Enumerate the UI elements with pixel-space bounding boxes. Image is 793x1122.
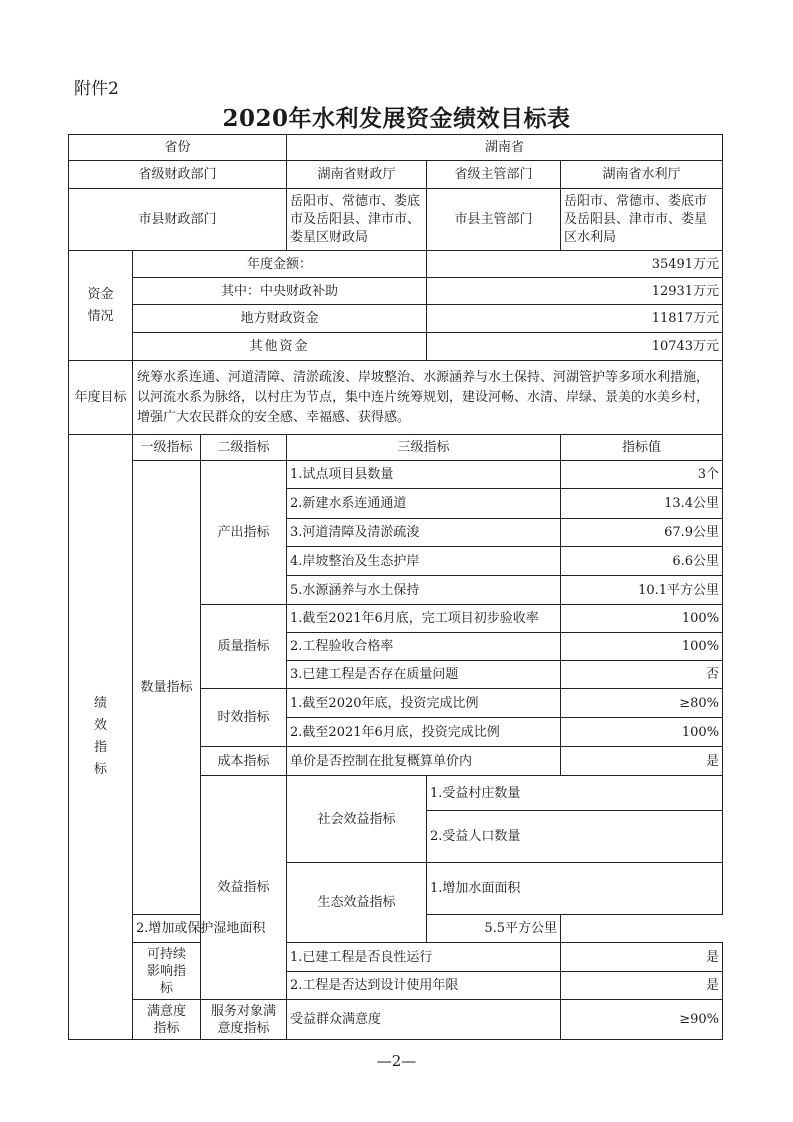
table-row [69, 461, 723, 489]
indicator-name: 1.增加水面面积 [427, 863, 723, 915]
quantity-indicator-label: 数量指标 [133, 461, 201, 915]
page-number: —2— [376, 1052, 417, 1070]
annual-goal-label: 年度目标 [69, 361, 133, 435]
county-dept-label: 市县主管部门 [427, 189, 561, 251]
timeliness-indicator-label: 时效指标 [201, 689, 287, 747]
indicator-value: 100% [561, 718, 723, 747]
indicator-name: 2.增加或保护湿地面积 [133, 915, 287, 943]
indicator-value: 13.4公里 [561, 489, 723, 519]
table-row [69, 251, 723, 278]
prov-finance-label: 省级财政部门 [69, 161, 287, 189]
funds-row-value: 10743万元 [427, 333, 723, 361]
province-label: 省份 [69, 135, 287, 161]
county-finance-label: 市县财政部门 [69, 189, 287, 251]
header-level2: 二级指标 [201, 435, 287, 461]
performance-target-table [68, 134, 723, 1040]
indicator-value: ≥90% [561, 1000, 723, 1040]
cost-indicator-label: 成本指标 [201, 747, 287, 776]
indicator-name: 2.工程验收合格率 [287, 633, 561, 661]
indicator-name: 1.试点项目县数量 [287, 461, 561, 489]
indicator-value: 10.1平方公里 [561, 576, 723, 605]
service-satisfaction-label: 服务对象满意度指标 [201, 1000, 287, 1040]
indicator-name: 单价是否控制在批复概算单价内 [287, 747, 561, 776]
indicator-name: 2.新建水系连通通道 [287, 489, 561, 519]
annual-goal-text: 统筹水系连通、河道清障、清淤疏浚、岸坡整治、水源涵养与水土保持、河湖管护等多项水利措施，以河流水系为脉络，以村庄为节点，集中连片统筹规划，建设河畅、水清、岸绿、景美的水美乡村，增强广大农民群众的安全感、幸福感、获得感。 [133, 361, 723, 435]
prov-dept-label: 省级主管部门 [427, 161, 561, 189]
indicator-name: 3.河道清障及清淤疏浚 [287, 519, 561, 547]
indicator-value: 3个 [561, 461, 723, 489]
indicator-name: 1.受益村庄数量 [427, 776, 723, 811]
benefit-indicator-label: 效益指标 [201, 776, 287, 1000]
indicator-value: 100% [561, 605, 723, 633]
funds-row-label: 年度金额： [133, 251, 427, 278]
prov-dept-value: 湖南省水利厅 [561, 161, 723, 189]
page-title: 2020年水利发展资金绩效目标表 [222, 105, 571, 132]
funds-row-label: 其中：中央财政补助 [133, 278, 427, 305]
table-row [69, 278, 723, 305]
indicator-value: 否 [561, 661, 723, 689]
indicator-value: 是 [561, 972, 723, 1000]
indicator-value: 是 [561, 747, 723, 776]
indicator-name: 4.岸坡整治及生态护岸 [287, 547, 561, 576]
indicator-name: 5.水源涵养与水土保持 [287, 576, 561, 605]
ecological-benefit-label: 生态效益指标 [287, 863, 427, 943]
funds-row-label: 其他资金 [133, 333, 427, 361]
indicator-value: 67.9公里 [561, 519, 723, 547]
indicator-name: 2.工程是否达到设计使用年限 [287, 972, 561, 1000]
indicator-value: 5.5平方公里 [427, 915, 561, 943]
indicator-name: 受益群众满意度 [287, 1000, 561, 1040]
funds-row-value: 11817万元 [427, 305, 723, 333]
table-row [69, 135, 723, 161]
table-row [69, 189, 723, 251]
funds-row-value: 35491万元 [427, 251, 723, 278]
indicator-name: 1.已建工程是否良性运行 [287, 943, 561, 972]
county-finance-value: 岳阳市、常德市、娄底市及岳阳县、津市市、娄星区财政局 [287, 189, 427, 251]
indicator-name: 2.受益人口数量 [427, 811, 723, 863]
output-indicator-label: 产出指标 [201, 461, 287, 605]
header-level3: 三级指标 [287, 435, 561, 461]
header-level1: 一级指标 [133, 435, 201, 461]
table-row [69, 333, 723, 361]
header-value: 指标值 [561, 435, 723, 461]
indicator-name: 1.截至2020年底，投资完成比例 [287, 689, 561, 718]
performance-label: 绩效指标 [69, 435, 133, 1040]
funds-row-value: 12931万元 [427, 278, 723, 305]
funds-row-label: 地方财政资金 [133, 305, 427, 333]
table-row [69, 943, 723, 972]
table-row [69, 1000, 723, 1040]
social-benefit-label: 社会效益指标 [287, 776, 427, 863]
indicator-name: 2.截至2021年6月底，投资完成比例 [287, 718, 561, 747]
indicator-value: 是 [561, 943, 723, 972]
province-value: 湖南省 [287, 135, 723, 161]
quality-indicator-label: 质量指标 [201, 605, 287, 689]
table-row [69, 161, 723, 189]
indicator-name: 1.截至2021年6月底，完工项目初步验收率 [287, 605, 561, 633]
table-row [69, 361, 723, 435]
satisfaction-indicator-label: 满意度指标 [133, 1000, 201, 1040]
table-row [69, 435, 723, 461]
county-dept-value: 岳阳市、常德市、娄底市及岳阳县、津市市、娄星区水利局 [561, 189, 723, 251]
indicator-name: 3.已建工程是否存在质量问题 [287, 661, 561, 689]
attachment-label: 附件2 [74, 79, 119, 99]
sustainable-impact-label: 可持续影响指标 [133, 943, 201, 1000]
indicator-value: 100% [561, 633, 723, 661]
indicator-value: 6.6公里 [561, 547, 723, 576]
table-row [69, 305, 723, 333]
funds-label: 资金情况 [69, 251, 133, 361]
indicator-value: ≥80% [561, 689, 723, 718]
prov-finance-value: 湖南省财政厅 [287, 161, 427, 189]
